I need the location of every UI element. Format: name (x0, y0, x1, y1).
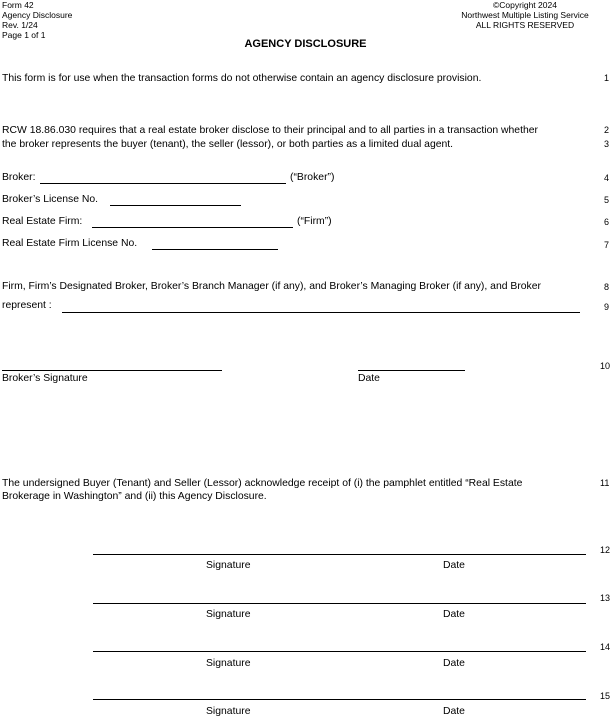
form-number: Form 42 (2, 0, 34, 10)
party-signature-line[interactable] (93, 603, 586, 604)
party-signature-label: Signature (206, 609, 251, 620)
broker-signature-line[interactable] (2, 370, 222, 371)
form-revision: Rev. 1/24 (2, 20, 38, 30)
acknowledge-text-line-1: The undersigned Buyer (Tenant) and Seller (Lessor) acknowledge receipt of (i) the pamphlet entitled “Real Estate (2, 478, 523, 489)
rcw-text-line-2: the broker represents the buyer (tenant), the seller (lessor), or both parties as a limited dual agent. (2, 139, 454, 150)
line-number: 6 (604, 217, 610, 227)
broker-name-field[interactable] (40, 171, 286, 184)
firm-suffix: (“Firm”) (297, 216, 332, 227)
line-number: 9 (604, 302, 610, 312)
party-date-label: Date (443, 560, 465, 571)
firm-label: Real Estate Firm: (2, 216, 83, 227)
acknowledge-text-line-2: Brokerage in Washington” and (ii) this Agency Disclosure. (2, 491, 267, 502)
firm-license-field[interactable] (152, 237, 278, 250)
line-number: 14 (600, 642, 611, 652)
party-date-label: Date (443, 658, 465, 669)
broker-date-label: Date (358, 373, 380, 384)
broker-label: Broker: (2, 172, 36, 183)
broker-license-field[interactable] (110, 193, 241, 206)
line-number: 15 (600, 691, 611, 701)
line-number: 7 (604, 240, 610, 250)
broker-signature-label: Broker’s Signature (2, 373, 88, 384)
rcw-text-line-1: RCW 18.86.030 requires that a real estate broker disclose to their principal and to all parties in a transaction whether (2, 125, 538, 136)
form-header-right (440, 0, 610, 30)
represent-field[interactable] (62, 300, 580, 313)
line-number: 13 (600, 593, 611, 603)
party-signature-label: Signature (206, 658, 251, 669)
firm-name-field[interactable] (92, 215, 293, 228)
represent-label: represent : (2, 300, 52, 311)
party-date-label: Date (443, 706, 465, 717)
broker-suffix: (“Broker”) (290, 172, 335, 183)
party-signature-label: Signature (206, 560, 251, 571)
intro-text: This form is for use when the transaction forms do not otherwise contain an agency disclosure provision. (2, 73, 482, 84)
firm-license-label: Real Estate Firm License No. (2, 238, 138, 249)
broker-license-label: Broker’s License No. (2, 194, 99, 205)
party-signature-line[interactable] (93, 651, 586, 652)
represent-text: Firm, Firm’s Designated Broker, Broker’s Branch Manager (if any), and Broker’s Managing Broker (if any), and Broker (2, 281, 541, 292)
line-number: 11 (600, 478, 610, 488)
party-signature-label: Signature (206, 706, 251, 717)
page-title: AGENCY DISCLOSURE (244, 38, 367, 50)
line-number: 3 (604, 139, 610, 149)
line-number: 5 (604, 195, 610, 205)
copyright: ©Copyright 2024 (493, 0, 557, 10)
line-number: 2 (604, 125, 610, 135)
publisher: Northwest Multiple Listing Service (461, 10, 589, 20)
line-number: 1 (604, 73, 610, 83)
rights-reserved: ALL RIGHTS RESERVED (475, 20, 575, 30)
line-number: 4 (604, 173, 610, 183)
broker-date-line[interactable] (358, 370, 465, 371)
line-number: 10 (600, 361, 611, 371)
form-name: Agency Disclosure (2, 10, 73, 20)
party-date-label: Date (443, 609, 465, 620)
page-count: Page 1 of 1 (2, 30, 46, 40)
party-signature-line[interactable] (93, 699, 586, 700)
form-header-left (2, 0, 72, 40)
line-number: 12 (600, 545, 611, 555)
line-number: 8 (604, 282, 610, 292)
party-signature-line[interactable] (93, 554, 586, 555)
